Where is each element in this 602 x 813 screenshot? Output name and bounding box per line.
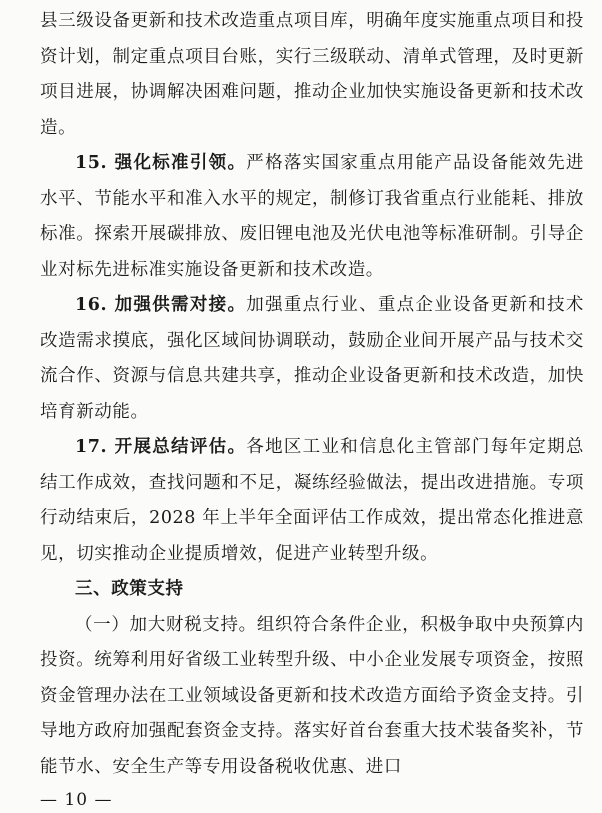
paragraph-text: 组织符合条件企业，积极争取中央预算内投资。统筹利用好省级工业转型升级、中小企业发展专项资金，按照资金管理办法在工业领域设备更新和技术改造方面给予资金支持。引导地方政府加强配套资金支持。落实好首台套重大技术装备奖补，节能节水、安全生产等专用设备税收优惠、进口 xyxy=(40,614,584,777)
paragraph-evaluation xyxy=(40,430,584,572)
paragraph-supply-demand xyxy=(40,288,584,430)
paragraph-text: 县三级设备更新和技术改造重点项目库，明确年度实施重点项目和投资计划，制定重点项目台账，实行三级联动、清单式管理，及时更新项目进展，协调解决困难问题，推动企业加快实施设备更新和技术改造。 xyxy=(40,11,584,138)
item-heading-17: 17. 开展总结评估。 xyxy=(75,437,247,457)
body-text xyxy=(40,4,584,785)
section-title: 三、政策支持 xyxy=(75,579,184,599)
subsection-heading: （一）加大财税支持。 xyxy=(75,614,257,635)
paragraph-project-library xyxy=(40,4,584,146)
paragraph-text: 加强重点行业、重点企业设备更新和技术改造需求摸底，强化区域间协调联动，鼓励企业间开展产品与技术交流合作、资源与信息共建共享，推动企业设备更新和技术改造，加快培育新动能。 xyxy=(40,295,584,422)
paragraph-standards xyxy=(40,146,584,288)
paragraph-text: 严格落实国家重点用能产品设备能效先进水平、节能水平和准入水平的规定，制修订我省重点行业能耗、排放标准。探索开展碳排放、废旧锂电池及光伏电池等标准研制。引导企业对标先进标准实施设备更新和技术改造。 xyxy=(40,153,584,280)
page-number: — 10 — xyxy=(40,790,113,810)
item-heading-15: 15. 强化标准引领。 xyxy=(75,153,247,173)
paragraph-text: 各地区工业和信息化主管部门每年定期总结工作成效，查找问题和不足，凝练经验做法，提出改进措施。专项行动结束后，2028 年上半年全面评估工作成效，提出常态化推进意见，切实推动企业提质增效，促进产业转型升级。 xyxy=(40,437,584,564)
item-heading-16: 16. 加强供需对接。 xyxy=(75,295,247,315)
paragraph-fiscal-support xyxy=(40,608,584,786)
